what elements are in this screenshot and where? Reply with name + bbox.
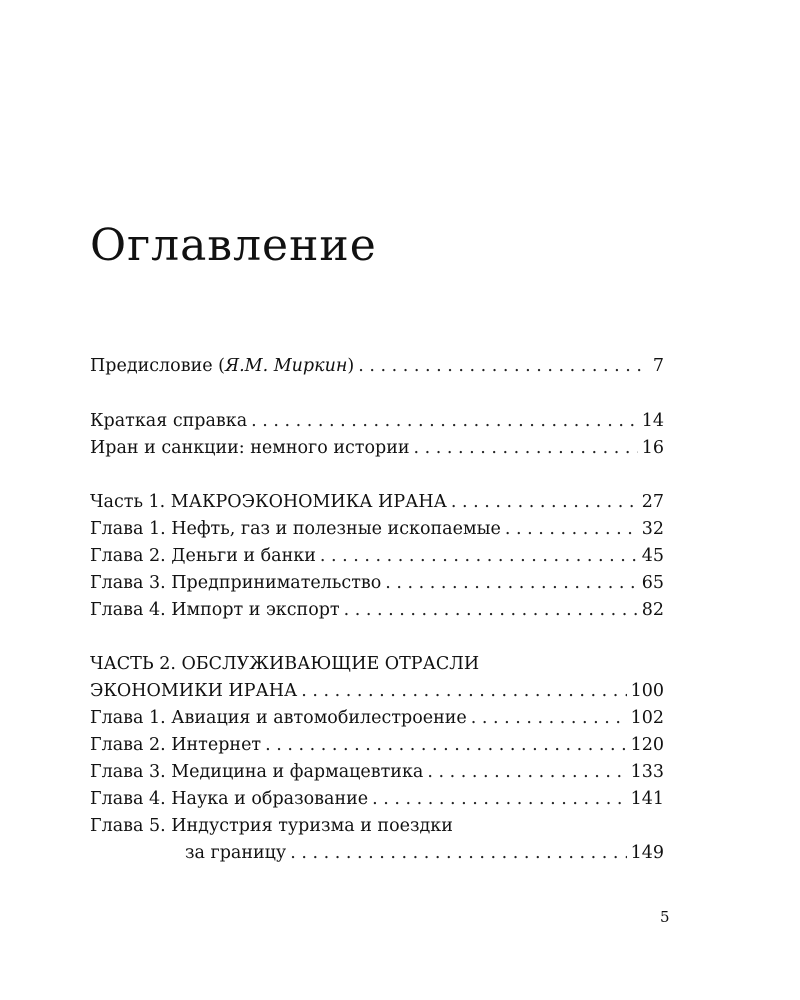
toc-entry-part-2-chapter-2 [90,732,664,758]
toc-page-number: 16 [641,438,664,458]
toc-page-number: 32 [641,519,664,539]
toc-entry-part-2-chapter-1 [90,705,664,731]
toc-page-number: 149 [630,843,664,863]
toc-entry-history [90,435,664,461]
toc-entry-part-2-chapter-3 [90,759,664,785]
dot-leader [385,570,637,596]
toc-entry-part-1 [90,489,664,515]
toc-page-number: 7 [652,356,664,376]
toc-entry-part-1-chapter-3 [90,570,664,596]
toc-page-number: 82 [641,600,664,620]
dot-leader [265,732,626,758]
toc-page-number: 102 [630,708,664,728]
toc-page-number: 120 [630,735,664,755]
dot-leader [290,840,626,866]
toc-entry-title: Краткая справка [90,411,248,431]
dot-leader [251,408,638,434]
toc-page-number: 141 [630,789,664,809]
toc-entry-title: Часть 1. МАКРОЭКОНОМИКА ИРАНА [90,492,447,512]
toc-page-number: 45 [641,546,664,566]
toc-entry-foreword [90,353,664,379]
toc-entry-title: Глава 3. Предпринимательство [90,573,382,593]
toc-entry-title-prefix: Предисловие ( [90,356,225,376]
toc-entry-title-continued: за границу [185,843,287,863]
toc-entry-title: Глава 4. Наука и образование [90,789,369,809]
toc-entry-title: Глава 3. Медицина и фармацевтика [90,762,424,782]
page-title: Оглавление [90,220,377,271]
toc-entry-title-suffix: ) [347,356,355,376]
dot-leader [414,435,638,461]
dot-leader [427,759,626,785]
toc-entry-title: Глава 5. Индустрия туризма и поездки [90,816,453,836]
toc-entry-title: Глава 4. Импорт и экспорт [90,600,340,620]
toc-entry-author: Я.М. Миркин [224,356,348,376]
toc-entry-title [90,353,354,379]
toc-entry-brief [90,408,664,434]
dot-leader [372,786,626,812]
toc-entry-part-2-line-1 [90,651,664,677]
toc-entry-title: Глава 2. Деньги и банки [90,546,316,566]
toc-page-number: 65 [641,573,664,593]
toc-page-number: 133 [630,762,664,782]
toc-entry-title: ЧАСТЬ 2. ОБСЛУЖИВАЮЩИЕ ОТРАСЛИ [90,654,480,674]
toc-page-number: 100 [630,681,664,701]
toc-entry-part-1-chapter-4 [90,597,664,623]
dot-leader [358,353,649,379]
toc-entry-part-2-chapter-4 [90,786,664,812]
toc-entry-title: Иран и санкции: немного истории [90,438,410,458]
toc-entry-part-1-chapter-1 [90,516,664,542]
toc-page-number: 14 [641,411,664,431]
dot-leader [320,543,638,569]
dot-leader [451,489,638,515]
toc-entry-part-2 [90,678,664,704]
dot-leader [301,678,626,704]
toc-entry-part-1-chapter-2 [90,543,664,569]
toc-entry-title: Глава 1. Авиация и автомобилестроение [90,708,467,728]
dot-leader [344,597,638,623]
dot-leader [471,705,627,731]
toc-entry-part-2-chapter-5-line-1 [90,813,664,839]
dot-leader [505,516,638,542]
toc-page-number: 27 [641,492,664,512]
toc-entry-title: Глава 2. Интернет [90,735,262,755]
table-of-contents [90,0,664,1000]
page-folio: 5 [660,908,670,926]
toc-entry-part-2-chapter-5 [185,840,664,866]
toc-entry-title-continued: ЭКОНОМИКИ ИРАНА [90,681,298,701]
toc-entry-title: Глава 1. Нефть, газ и полезные ископаемые [90,519,501,539]
